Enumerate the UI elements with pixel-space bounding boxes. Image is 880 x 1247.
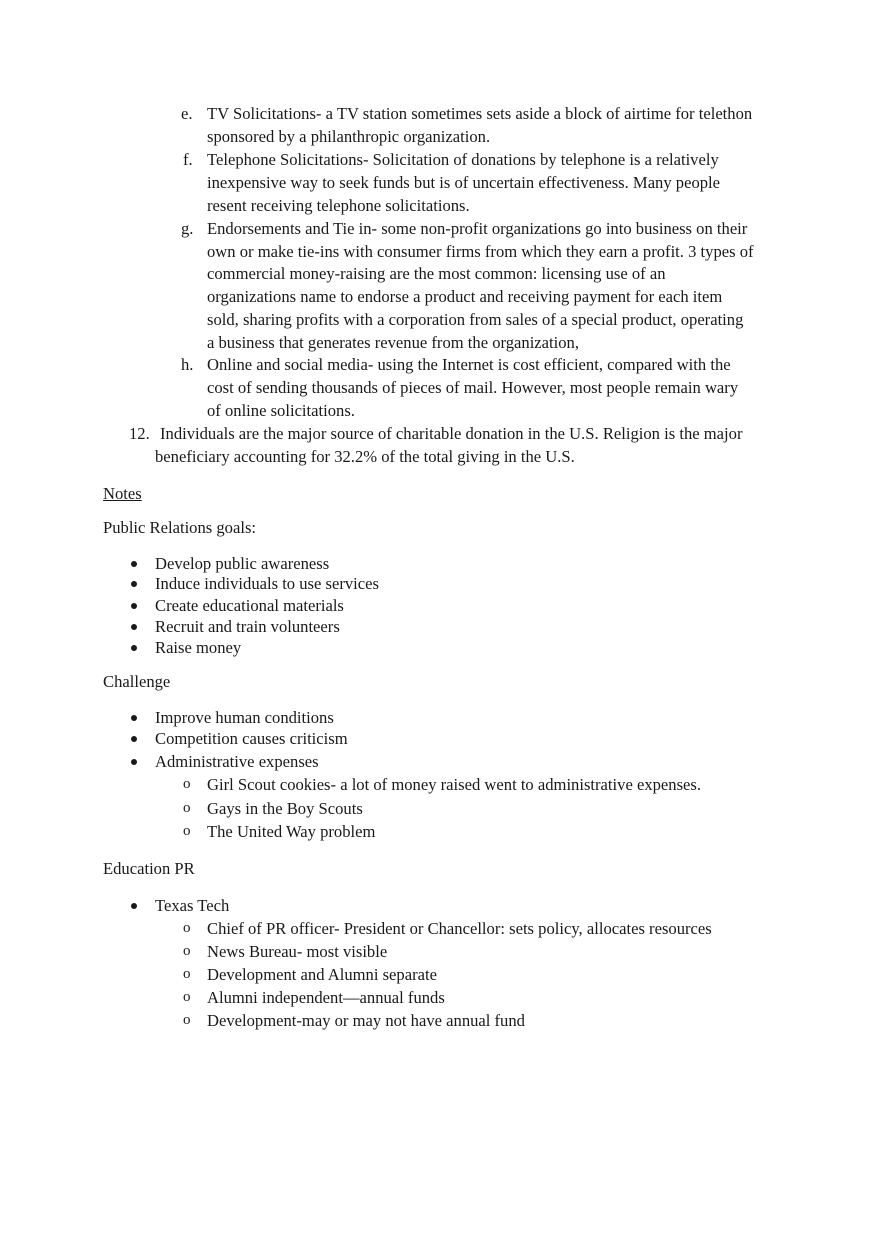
pr-goal-item: Recruit and train volunteers <box>155 617 340 636</box>
item-h-line-1: Online and social media- using the Internet is cost efficient, compared with the <box>207 355 731 374</box>
circle-bullet-icon: o <box>183 776 191 792</box>
bullet-icon <box>131 624 137 630</box>
bullet-icon <box>131 736 137 742</box>
bullet-icon <box>131 603 137 609</box>
item-h-line-3: of online solicitations. <box>207 401 355 420</box>
circle-bullet-icon: o <box>183 800 191 816</box>
circle-bullet-icon: o <box>183 943 191 959</box>
circle-bullet-icon: o <box>183 966 191 982</box>
item-e-line-1: TV Solicitations- a TV station sometimes sets aside a block of airtime for telethon <box>207 104 753 123</box>
bullet-icon <box>131 581 137 587</box>
challenge-subitem: Gays in the Boy Scouts <box>207 799 363 818</box>
circle-bullet-icon: o <box>183 1012 191 1028</box>
item-e-marker: e. <box>181 104 193 123</box>
item-h-marker: h. <box>181 355 194 374</box>
circle-bullet-icon: o <box>183 989 191 1005</box>
item-12-marker: 12. <box>129 424 150 443</box>
item-12-line-2: beneficiary accounting for 32.2% of the total giving in the U.S. <box>155 447 575 466</box>
notes-heading: Notes <box>103 484 142 503</box>
education-subitem: News Bureau- most visible <box>207 942 388 961</box>
challenge-subitem: Girl Scout cookies- a lot of money raised went to administrative expenses. <box>207 775 702 794</box>
item-g-line-2: own or make tie-ins with consumer firms from which they earn a profit. 3 types of <box>207 242 754 261</box>
item-e-line-2: sponsored by a philanthropic organization. <box>207 127 491 146</box>
item-f-marker: f. <box>183 150 193 169</box>
circle-bullet-icon: o <box>183 920 191 936</box>
challenge-subitem: The United Way problem <box>207 822 376 841</box>
bullet-icon <box>131 759 137 765</box>
challenge-item: Administrative expenses <box>155 752 319 771</box>
item-g-line-4: organizations name to endorse a product and receiving payment for each item <box>207 287 723 306</box>
item-f-line-2: inexpensive way to seek funds but is of uncertain effectiveness. Many people <box>207 173 721 192</box>
challenge-heading: Challenge <box>103 672 171 691</box>
item-f-line-3: resent receiving telephone solicitations. <box>207 196 470 215</box>
pr-goal-item: Induce individuals to use services <box>155 574 379 593</box>
item-g-line-5: sold, sharing profits with a corporation from sales of a special product, operating <box>207 310 744 329</box>
pr-goal-item: Raise money <box>155 638 242 657</box>
education-subitem: Development and Alumni separate <box>207 965 437 984</box>
bullet-icon <box>131 903 137 909</box>
challenge-item: Competition causes criticism <box>155 729 348 748</box>
circle-bullet-icon: o <box>183 823 191 839</box>
education-heading: Education PR <box>103 859 195 878</box>
education-subitem: Alumni independent—annual funds <box>207 988 445 1007</box>
pr-goals-heading: Public Relations goals: <box>103 518 257 537</box>
education-item: Texas Tech <box>155 896 230 915</box>
pr-goal-item: Create educational materials <box>155 596 344 615</box>
item-g-line-3: commercial money-raising are the most common: licensing use of an <box>207 264 666 283</box>
bullet-icon <box>131 645 137 651</box>
item-h-line-2: cost of sending thousands of pieces of mail. However, most people remain wary <box>207 378 739 397</box>
pr-goal-item: Develop public awareness <box>155 554 330 573</box>
bullet-icon <box>131 715 137 721</box>
education-subitem: Chief of PR officer- President or Chancellor: sets policy, allocates resources <box>207 919 712 938</box>
item-f-line-1: Telephone Solicitations- Solicitation of donations by telephone is a relatively <box>207 150 719 169</box>
bullet-icon <box>131 561 137 567</box>
item-g-line-6: a business that generates revenue from the organization, <box>207 333 579 352</box>
education-subitem: Development-may or may not have annual fund <box>207 1011 525 1030</box>
item-g-marker: g. <box>181 219 194 238</box>
item-12-line-1: Individuals are the major source of charitable donation in the U.S. Religion is the major <box>160 424 743 443</box>
item-g-line-1: Endorsements and Tie in- some non-profit organizations go into business on their <box>207 219 748 238</box>
challenge-item: Improve human conditions <box>155 708 334 727</box>
